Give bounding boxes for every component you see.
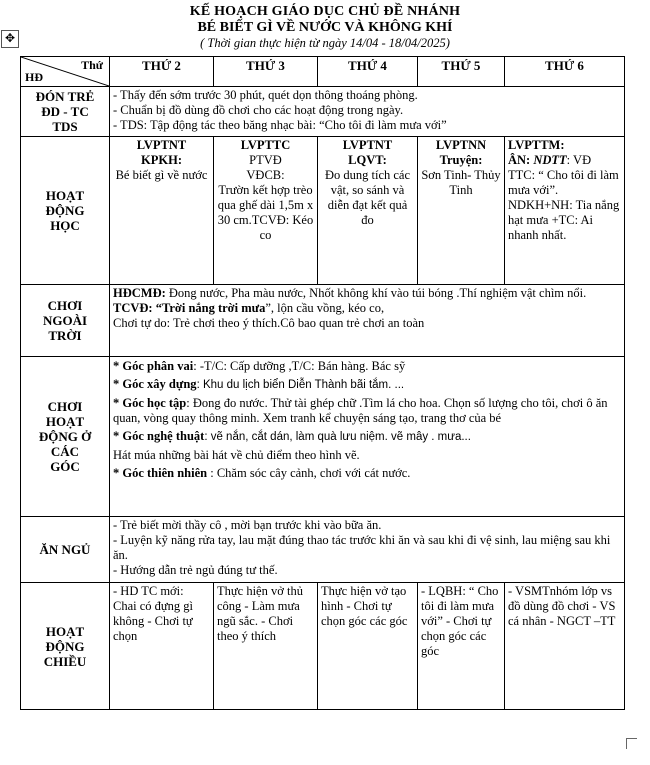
row-don-tre — [21, 87, 625, 137]
choi-ngoai-troi-content: HĐCMĐ: Đong nước, Pha màu nước, Nhốt không khí vào túi bóng .Thí nghiệm vật chìm nổi. TCVĐ: “Trời nắng trời mưa”, lộn cầu vồng, kéo co, Chơi tự do: Trẻ chơi theo ý thích.Cô bao quan trẻ chơi an toàn — [110, 285, 625, 357]
row-an-ngu — [21, 517, 625, 583]
corner-label-activity: HĐ — [25, 70, 43, 84]
chieu-tue: Thực hiện vở thủ công - Làm mưa ngũ sắc. - Chơi theo ý thích — [214, 583, 318, 710]
weekly-plan-table — [20, 56, 625, 710]
chieu-mon: - HD TC mới: Chai có đựng gì không - Chơi tự chọn — [110, 583, 214, 710]
choi-goc-content: * Góc phân vai: -T/C: Cấp dưỡng ,T/C: Bán hàng. Bác sỹ * Góc xây dựng: Khu du lịch biển Diễn Thành bãi tắm. ... * Góc học tập: Đong đo nước. Thử tài ghép chữ .Tìm lá cho hoa. Chọn số lượng cho tôi, chơi ô ăn quan, vòng quay thông minh. Xem tranh kể chuyện sáng tạo, trang thơ của bé * Góc nghệ thuật: vẽ nắn, cắt dán, làm quà lưu niệm. vẽ mây . mưa... Hát múa những bài hát về chủ điểm theo hình vẽ. * Góc thiên nhiên : Chăm sóc cây cảnh, chơi với cát nước. — [110, 357, 625, 517]
row-choi-ngoai-troi — [21, 285, 625, 357]
row-label-hoat-dong-chieu: HOẠT ĐỘNG CHIỀU — [21, 583, 110, 710]
don-tre-content: - Thấy đến sớm trước 30 phút, quét dọn thông thoáng phòng. - Chuẩn bị đồ dùng đồ chơi cho các hoạt động trong ngày. - TDS: Tập động tác theo băng nhạc bài: “Cho tôi đi làm mưa với” — [110, 87, 625, 137]
hdh-mon: LVPTNT KPKH: Bé biết gì về nước — [110, 137, 214, 285]
hdh-wed: LVPTNT LQVT: Đo dung tích các vật, so sánh và diễn đạt kết quả đo — [318, 137, 418, 285]
row-choi-goc — [21, 357, 625, 517]
table-move-handle-icon[interactable]: ✥ — [1, 30, 19, 48]
hdh-tue: LVPTTC PTVĐ VĐCB: Trườn kết hợp trèo qua ghế dài 1,5m x 30 cm.TCVĐ: Kéo co — [214, 137, 318, 285]
plan-title: KẾ HOẠCH GIÁO DỤC CHỦ ĐỀ NHÁNH — [189, 4, 461, 19]
chieu-wed: Thực hiện vở tạo hình - Chơi tự chọn góc các góc — [318, 583, 418, 710]
day-header-fri: THỨ 6 — [505, 57, 625, 87]
day-header-tue: THỨ 3 — [214, 57, 318, 87]
corner-label-day: Thứ — [81, 58, 103, 72]
an-ngu-content: - Trẻ biết mời thầy cô , mời bạn trước khi vào bữa ăn. - Luyện kỹ năng rửa tay, lau mặt đúng thao tác trước khi ăn và sau khi đi vệ sinh, lau miệng sau khi ăn. - Hướng dẫn trẻ ngủ đúng tư thế. — [110, 517, 625, 583]
plan-topic: BÉ BIẾT GÌ VỀ NƯỚC VÀ KHÔNG KHÍ — [197, 20, 453, 35]
day-header-wed: THỨ 4 — [318, 57, 418, 87]
row-label-choi-ngoai-troi: CHƠI NGOÀI TRỜI — [21, 285, 110, 357]
chieu-thu: - LQBH: “ Cho tôi đi làm mưa với” - Chơi tự chọn góc các góc — [418, 583, 505, 710]
table-header-row — [21, 57, 625, 87]
row-label-choi-goc: CHƠI HOẠT ĐỘNG Ở CÁC GÓC — [21, 357, 110, 517]
page-corner-mark — [626, 738, 637, 749]
day-header-mon: THỨ 2 — [110, 57, 214, 87]
day-header-thu: THỨ 5 — [418, 57, 505, 87]
row-label-don-tre: ĐÓN TRẺ ĐD - TC TDS — [21, 87, 110, 137]
row-hoat-dong-chieu — [21, 583, 625, 710]
chieu-fri: - VSMTnhóm lớp vs đồ dùng đồ chơi - VS cá nhân - NGCT –TT — [505, 583, 625, 710]
row-label-hoat-dong-hoc: HOẠT ĐỘNG HỌC — [21, 137, 110, 285]
row-label-an-ngu: ĂN NGỦ — [21, 517, 110, 583]
hdh-fri: LVPTTM: ÂN: NDTT: VĐ TTC: “ Cho tôi đi làm mưa với”. NDKH+NH: Tia nắng hạt mưa +TC: Ai nhanh nhất. — [505, 137, 625, 285]
corner-cell — [21, 57, 110, 87]
document-header — [0, 4, 650, 51]
hdh-thu: LVPTNN Truyện: Sơn Tinh- Thủy Tinh — [418, 137, 505, 285]
row-hoat-dong-hoc — [21, 137, 625, 285]
plan-date-range: ( Thời gian thực hiện từ ngày 14/04 - 18/04/2025) — [200, 36, 450, 50]
